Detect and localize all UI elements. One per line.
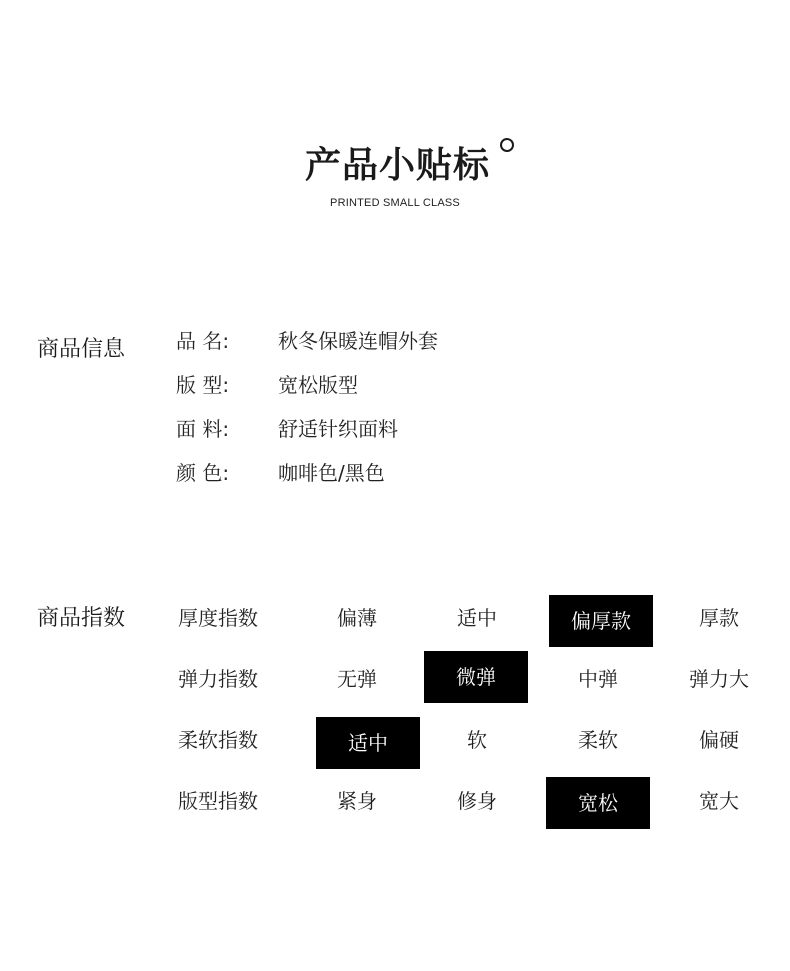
index-option: 弹力大 [689,667,749,691]
index-option-selected: 宽松 [546,777,650,829]
elasticity-index-label: 弹力指数 [178,667,258,691]
info-value: 秋冬保暖连帽外套 [278,329,438,353]
info-value: 舒适针织面料 [278,417,398,441]
index-option: 无弹 [337,667,377,691]
fit-index-label: 版型指数 [178,789,258,813]
index-option-selected: 偏厚款 [549,595,653,647]
info-key: 版 型: [176,373,230,397]
index-option: 中弹 [578,667,618,691]
index-option: 厚款 [699,606,739,630]
index-option: 适中 [457,606,497,630]
info-key: 颜 色: [176,461,230,485]
index-option: 偏硬 [699,728,739,752]
product-index-label: 商品指数 [37,606,126,631]
info-key: 面 料: [176,417,230,441]
index-option: 紧身 [337,789,377,813]
page-subtitle: PRINTED SMALL CLASS [330,197,460,209]
info-key: 品 名: [176,329,230,353]
index-option: 宽大 [699,789,739,813]
degree-ring-icon [500,138,514,152]
info-value: 咖啡色/黑色 [278,461,385,485]
product-info-label: 商品信息 [37,337,126,362]
info-value: 宽松版型 [278,373,358,397]
softness-index-label: 柔软指数 [178,728,258,752]
index-option: 修身 [457,789,497,813]
index-option: 软 [467,728,487,752]
thickness-index-label: 厚度指数 [178,606,258,630]
index-option-selected: 微弹 [424,651,528,703]
index-option-selected: 适中 [316,717,420,769]
page-title: 产品小贴标 [305,145,491,186]
index-option: 偏薄 [337,606,377,630]
index-option: 柔软 [578,728,618,752]
